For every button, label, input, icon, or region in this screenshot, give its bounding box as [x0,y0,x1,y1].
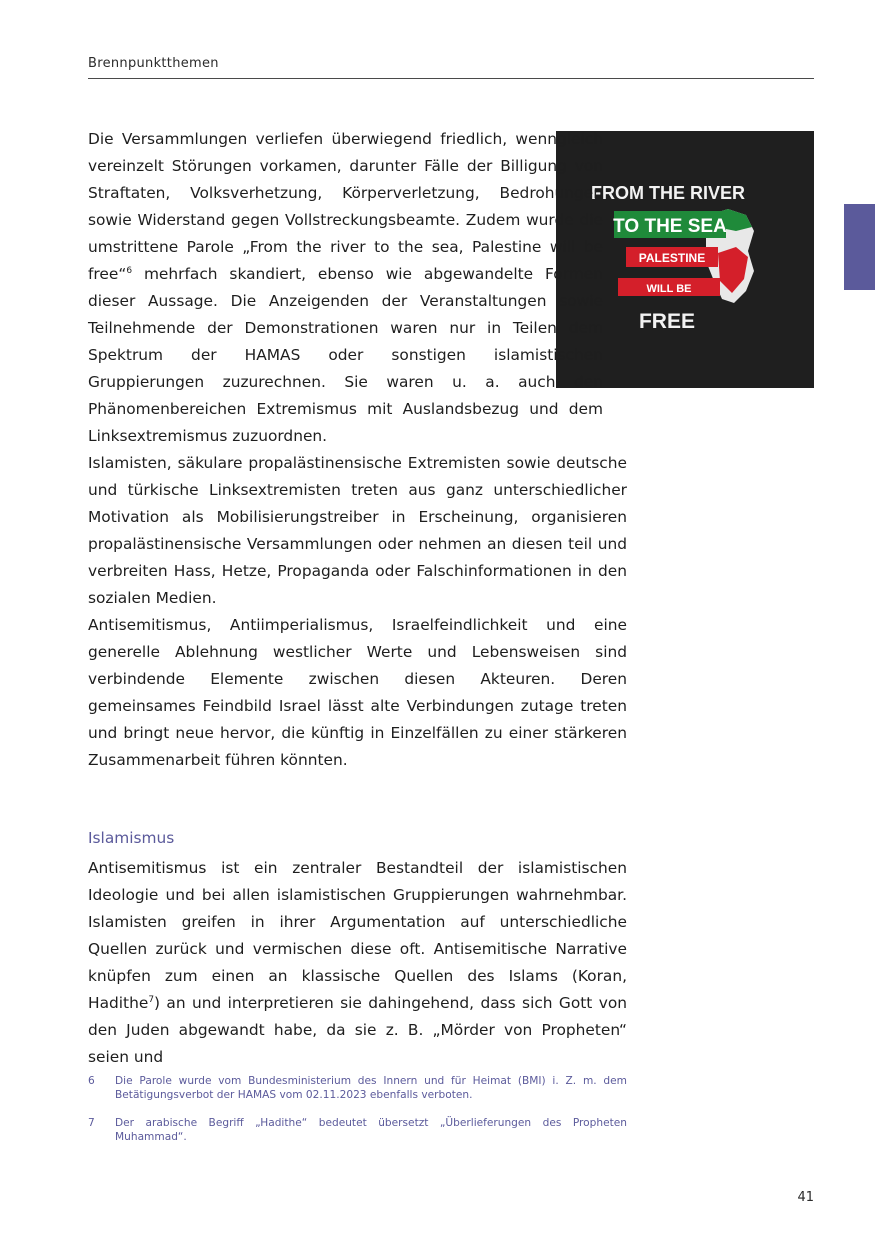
section-paragraph-text-b: ) an und interpretieren sie dahingehend, dass sich Gott von den Juden abgewandt habe, da sie z. B. „Mörder von Propheten“ seien und [88,994,627,1066]
section-heading: Islamismus [88,829,175,847]
poster-line-2: TO THE SEA [613,216,727,237]
paragraph-2: Islamisten, säkulare propalästinensische Extremisten sowie deutsche und türkische Linksextremisten treten aus ganz unterschiedlicher Motivation als Mobilisierungstreiber in Erscheinung, organisieren propalästinensische Versammlungen oder nehmen an diesen teil und verbreiten Hass, Hetze, Propaganda oder Falschinformationen in den sozialen Medien. [88,454,627,607]
paragraph-1 [88,126,627,450]
footnote-7 [88,1116,627,1144]
section-body-text [88,855,627,1071]
figure-wrap-space [603,126,627,423]
footnote-text: Der arabische Begriff „Hadithe“ bedeutet übersetzt „Überlieferungen des Propheten Muhammad“. [115,1117,627,1143]
page-number: 41 [797,1190,814,1205]
paragraph-1-text-a: Die Versammlungen verliefen überwiegend friedlich, wenngleich vereinzelt Störungen vorkamen, darunter Fälle der Billigung von Straftaten, Volksverhetzung, Körperverletzung, Bedrohungen sowie Widerstand gegen Vollstreckungsbeamte. Zudem wurde die umstrittene Parole „From the river to the sea, Palestine will be free“ [88,130,603,283]
footnotes [88,1074,627,1158]
section-paragraph-1 [88,855,627,1071]
chapter-tab-marker [844,204,875,290]
footnote-number: 7 [88,1117,95,1129]
poster-line-4: WILL BE [646,283,692,295]
poster-line-3: PALESTINE [638,251,706,265]
footnote-ref-7[interactable]: 7 [148,995,155,1005]
footnote-text: Die Parole wurde vom Bundesministerium des Innern und für Heimat (BMI) i. Z. m. dem Betätigungsverbot der HAMAS vom 02.11.2023 ebenfalls verboten. [115,1075,627,1101]
paragraph-1-text-b: mehrfach skandiert, ebenso wie abgewandelte Formen dieser Aussage. Die Anzeigenden der Veranstaltungen sowie Teilnehmende der Demonstrationen waren nur in Teilen dem Spektrum der HAMAS oder sonstigen islamistischen Gruppierungen zuzurechnen. Sie waren u. a. auch den Phänomenbereichen Extremismus mit Auslandsbezug und dem Linksextremismus zuzuordnen. [88,265,603,445]
header-rule [88,78,814,79]
footnote-number: 6 [88,1075,95,1087]
poster-line-1: FROM THE RIVER [590,183,746,203]
poster-line-5: FREE [638,310,696,333]
footnote-ref-6[interactable]: 6 [126,266,133,276]
body-text-block [88,126,627,774]
running-header: Brennpunktthemen [88,56,219,71]
paragraph-3: Antisemitismus, Antiimperialismus, Israelfeindlichkeit und eine generelle Ablehnung westlicher Werte und Lebensweisen sind verbindende Elemente zwischen diesen Akteuren. Deren gemeinsames Feindbild Israel lässt alte Verbindungen zutage treten und bringt neue hervor, die künftig in Einzelfällen zu einer stärkeren Zusammenarbeit führen könnten. [88,616,627,769]
footnote-6 [88,1074,627,1102]
section-paragraph-text-a: Antisemitismus ist ein zentraler Bestandteil der islamistischen Ideologie und bei allen islamistischen Gruppierungen wahrnehmbar. Islamisten greifen in ihrer Argumentation auf unterschiedliche Quellen zurück und vermischen diese oft. Antisemitische Narrative knüpfen zum einen an klassische Quellen des Islams (Koran, Hadithe [88,859,627,1012]
